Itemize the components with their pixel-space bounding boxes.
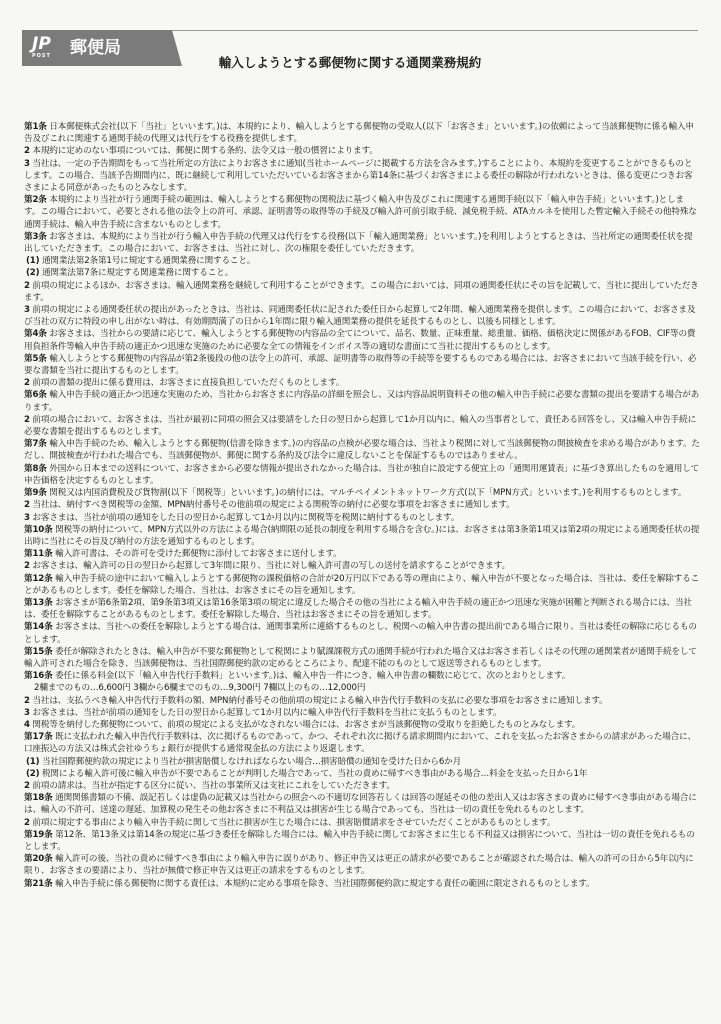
clause-paragraph	[24, 377, 700, 389]
jp-post-logo-icon	[32, 36, 64, 60]
clause-paragraph	[24, 353, 700, 377]
clause-text: 2欄までのもの…6,600円 3欄から6欄までのもの…9,300円 7欄以上のもの…12,000円	[34, 683, 366, 694]
clause-text: 通関関係書類の不備、誤記若しくは虚偽の記載又は当社からの照会への不適切な回答若しくは回答の遅延その他の差出人又はお客さまの責めに帰すべき事由がある場合には、輸入の不許可、送達の遅延、加算税の発生その他お客さまに不利益又は損害が生じる場合であっても、当社は一切の責任を免れるものとします。	[24, 793, 697, 816]
clause-number: 第14条	[24, 622, 53, 633]
clause-text: 通関業法第2条第1号に規定する通関業務に関すること。	[39, 256, 256, 267]
clause-text: お客さまは、当社が前項の通知をした日の翌日から起算して1か月以内に関税等を税関に納付するものとします。	[29, 512, 460, 523]
clause-number: 第7条	[24, 439, 47, 450]
logo-mark-text: JP	[32, 34, 51, 54]
clause-number: (1)	[26, 756, 40, 767]
clause-paragraph	[24, 280, 700, 304]
clause-paragraph	[24, 707, 700, 719]
clause-paragraph	[24, 524, 700, 548]
document-body	[24, 121, 700, 890]
clause-paragraph	[24, 682, 700, 694]
clause-paragraph	[24, 646, 700, 670]
clause-number: 2	[24, 780, 30, 791]
clause-text: 税関による輸入許可後に輸入申告が不要であることが判明した場合であって、当社の責めに帰すべき事由がある場合…料金を支払った日から1年	[39, 768, 588, 779]
clause-text: 関税等の納付について、MPN方式以外の方法による場合(納期限の延長の制度を利用する場合を含む。)には、お客さまは第3条第1項又は第2項の規定による通関委任状の提出時に当社にその旨及び納付の方法を通知するものとします。	[24, 524, 700, 547]
clause-paragraph	[24, 487, 700, 499]
clause-number: 2	[24, 146, 30, 157]
clause-text: 輸入申告手続のため、輸入しようとする郵便物(信書を除きます。)の内容品の点検が必要な場合は、当社より税関に対して当該郵便物の開披検査を求める場合があります。ただし、開披検査が行われた場合でも、当該郵便物が、郵便に関する条約及び法令に違反しないことを保証するものではありません。	[24, 439, 700, 462]
clause-number: 第4条	[24, 329, 47, 340]
clause-number: 2	[24, 500, 30, 511]
clause-paragraph	[24, 548, 700, 560]
clause-text: 当社は、支払うべき輸入申告代行手数料の額、MPN納付番号その他前項の規定による輸入申告代行手数料の支払に必要な事項をお客さまに通知します。	[29, 695, 608, 706]
clause-paragraph	[24, 512, 700, 524]
clause-text: 前項の規定によるほか、お客さまは、輸入通関業務を継続して利用することができます。この場合においては、同項の通関委任状にその旨を記載して、当社に提出していただきます。	[24, 280, 699, 303]
clause-number: 第21条	[24, 878, 53, 889]
clause-text: 第12条、第13条又は第14条の規定に基づき委任を解除した場合には、輸入申告手続に関してお客さまに生じる不利益又は損害について、当社は一切の責任を免れるものとします。	[24, 829, 695, 852]
clause-text: 輸入申告手続の途中において輸入しようとする郵便物の課税価格の合計が20万円以下である等の理由により、輸入申告が不要となった場合は、当社は、委任を解除することがあるものとします。委任を解除した場合、当社は、お客さまにその旨を通知します。	[24, 573, 700, 596]
clause-paragraph	[24, 853, 700, 877]
clause-number: 第2条	[24, 195, 47, 206]
clause-paragraph	[24, 389, 700, 413]
clause-number: 第19条	[24, 829, 53, 840]
clause-text: 関税又は内国消費税及び貨物割(以下「関税等」といいます。)の納付には、マルチペイメントネットワーク方式(以下「MPN方式」といいます。)を利用するものとします。	[46, 488, 687, 499]
clause-paragraph	[24, 731, 700, 755]
clause-text: 外国から日本までの送料について、お客さまから必要な情報が提出されなかった場合は、当社が独自に設定する便宜上の「通関用運賃表」に基づき算出したものを適用して申告価格を決定するものとします。	[24, 463, 700, 486]
clause-number: 3	[24, 305, 30, 316]
clause-text: お客さまは、当社からの要請に応じて、輸入しようとする郵便物の内容品の全てについて、品名、数量、正味重量、総重量、価格、価格決定に関係があるFOB、CIF等の費用負担条件等輸入申告手続の適正かつ迅速な実施のために必要な全ての情報をインボイス等の適切な書面にて当社に提出するものとします。	[24, 329, 696, 352]
clause-number: 第8条	[24, 463, 47, 474]
clause-paragraph	[24, 560, 700, 572]
clause-text: 当社国際郵便約款の規定により当社が損害賠償しなければならない場合…損害賠償の通知を受けた日から6か月	[39, 756, 462, 767]
clause-number: 第18条	[24, 793, 53, 804]
clause-paragraph	[24, 438, 700, 462]
clause-number: 第3条	[24, 231, 47, 242]
clause-paragraph	[24, 792, 700, 816]
clause-text: 委任に係る料金(以下「輸入申告代行手数料」といいます。)は、輸入申告一件につき、輸入申告書の欄数に応じて、次のとおりとします。	[52, 671, 571, 682]
clause-text: 前項の請求は、当社が指定する区分に従い、当社の事業所又は支社にこれをしていただきます。	[29, 780, 395, 791]
clause-paragraph	[24, 817, 700, 829]
clause-text: 輸入許可の後、当社の責めに帰すべき事由により輸入申告に誤りがあり、修正申告又は更正の請求が必要であることが確認された場合は、輸入の許可の日から5年以内に限り、お客さまの要請により、当社が無償で修正申告又は更正の請求をするものとします。	[24, 854, 694, 877]
clause-text: 前項の書類の提出に係る費用は、お客さまに直接負担していただくものとします。	[29, 378, 345, 389]
clause-text: 本規約に定めのない事項については、郵便に関する条約、法令又は一般の慣習によります。	[29, 146, 378, 157]
clause-number: 第5条	[24, 353, 47, 364]
clause-number: 2	[24, 695, 30, 706]
clause-paragraph	[24, 670, 700, 682]
clause-text: 輸入申告手続の適正かつ迅速な実施のため、当社からお客さまに内容品の詳細を照会し、又は内容品説明資料その他の輸入申告手続に必要な書類の提出を要請する場合があります。	[24, 390, 700, 413]
clause-paragraph	[24, 780, 700, 792]
clause-number: 3	[24, 158, 30, 169]
clause-number: 3	[24, 707, 30, 718]
clause-text: 日本郵便株式会社(以下「当社」といいます。)は、本規約により、輸入しようとする郵便物の受取人(以下「お客さま」といいます。)の依頼によって当該郵便物に係る輸入申告及びこれに関連する通関手続の代理又は代行をする役務を提供します。	[24, 122, 694, 145]
clause-number: 4	[24, 719, 30, 730]
clause-number: 第13条	[24, 597, 53, 608]
clause-text: 通関業法第7条に規定する関連業務に関すること。	[39, 268, 234, 279]
clause-text: 前項の場合において、お客さまは、当社が最初に同項の照会又は要請をした日の翌日から起算して1か月以内に、輸入の当事者として、責任ある回答をし、又は輸入申告手続に必要な書類を提出するものとします。	[24, 414, 697, 438]
clause-text: お客さまが第6条第2項、第9条第3項又は第16条第3項の規定に違反した場合その他の当社による輸入申告手続の適正かつ迅速な実施が困難と判断される場合には、当社は、委任を解除することがあるものとします。委任を解除した場合、当社はお客さまにその旨を通知します。	[24, 597, 692, 621]
clause-number: 2	[24, 280, 30, 291]
clause-number: 第6条	[24, 390, 47, 401]
logo-name: 郵便局	[70, 38, 121, 58]
clause-paragraph	[24, 621, 700, 645]
clause-text: 前項の規定による通関委任状の提出があったときは、当社は、同通関委任状に記された委任日から起算して2年間、輸入通関業務を提供します。この場合において、お客さま及び当社の双方に特段の申し出がない時は、有効期間満了の日から1年間に限り輸入通関業務の提供を延長するものとし、以後も同様とします。	[24, 305, 696, 328]
clause-text: 委任が解除されたときは、輸入申告が不要な郵便物として税関により賦課課税方式の通関手続が行われた場合又はお客さま若しくはその代理の通関業者が通関手続をして輸入許可された場合を除き、当該郵便物は、当社国際郵便約款の定めるところにより、配達不能のものとして返送等されるものとします。	[24, 646, 697, 669]
clause-paragraph	[24, 231, 700, 255]
clause-number: 第10条	[24, 524, 53, 535]
clause-number: 第12条	[24, 573, 53, 584]
clause-number: 2	[24, 817, 30, 828]
clause-number: 第20条	[24, 854, 53, 865]
clause-number: (2)	[26, 768, 40, 779]
clause-text: 本規約により当社が行う通関手続の範囲は、輸入しようとする郵便物の関税法に基づく輸入申告及びこれに関連する通関手続(以下「輸入申告手続」といいます。)とします。この場合において、必要とされる他の法令上の許可、承認、証明書等の取得等の手続及び輸入許可前引取手続、減免税手続、ATAカルネを使用した暫定輸入手続その他特殊な通関手続は、輸入申告手続に含まないものとします。	[24, 195, 697, 230]
clause-text: お客さまは、当社への委任を解除しようとする場合は、通関事業所に連絡するものとし、税関への輸入申告書の提出前である場合に限り、当社は委任の解除に応じるものとします。	[24, 622, 697, 645]
clause-paragraph	[24, 829, 700, 853]
clause-number: 3	[24, 512, 30, 523]
clause-paragraph	[24, 414, 700, 438]
clause-text: お客さまは、本規約により当社が行う輸入申告手続の代理又は代行をする役務(以下「輸入通関業務」といいます。)を利用しようとするときは、当社所定の通関委任状を提出していただきます。この場合において、お客さまは、当社に対し、次の権限を委任していただきます。	[24, 231, 693, 255]
clause-text: 輸入許可書は、その許可を受けた郵便物に添付してお客さまに送付します。	[52, 549, 342, 560]
clause-text: 関税等を納付した郵便物について、前項の規定による支払がなされない場合には、お客さまが当該郵便物の受取りを拒絶したものとみなします。	[29, 719, 581, 730]
clause-text: 既に支払われた輸入申告代行手数料は、次に掲げるものであって、かつ、それぞれ次に掲げる請求期間内において、これを支払ったお客さまからの請求があった場合に、口座振込の方法又は株式会社ゆうちょ銀行が提供する通常現金払の方法により返還します。	[24, 732, 696, 755]
clause-number: 2	[24, 378, 30, 389]
clause-text: 輸入しようとする郵便物の内容品が第2条後段の他の法令上の許可、承認、証明書等の取得等の手続等を要するものである場合には、お客さまにおいて当該手続を行い、必要な書類を当社に提出するものとします。	[24, 353, 697, 377]
clause-text: 当社は、一定の予告期間をもって当社所定の方法によりお客さまに通知(当社ホームページに掲載する方法を含みます。)することにより、本規約を変更することができるものとします。この場合、当該予告期間内に、既に継続して利用していただいているお客さまから第14条に基づくお客さまによる委任の解除が行われないときは、係る変更につきお客さまによる同意があったものとみなします。	[24, 158, 693, 194]
clause-number: (2)	[26, 268, 40, 279]
clause-paragraph	[24, 255, 700, 267]
clause-paragraph	[24, 194, 700, 231]
clause-text: お客さまは、当社が前項の通知をした日の翌日から起算して1か月以内に輸入申告代行手数料を当社に支払うものとします。	[29, 707, 502, 718]
document-title: 輸入しようとする郵便物に関する通関業務規約	[218, 55, 482, 70]
clause-number: 2	[24, 414, 30, 425]
clause-paragraph	[24, 768, 700, 780]
clause-paragraph	[24, 756, 700, 768]
clause-text: 輸入申告手続に係る郵便物に関する責任は、本規約に定める事項を除き、当社国際郵便約款に規定する責任の範囲に限定されるものとします。	[52, 878, 595, 889]
clause-number: 第9条	[24, 488, 47, 499]
clause-text: お客さまは、輸入許可の日の翌日から起算して3年間に限り、当社に対し輸入許可書の写しの送付を請求することができます。	[29, 561, 510, 572]
clause-paragraph	[24, 719, 700, 731]
clause-text: 前項に規定する事由により輸入申告手続に関して当社に損害が生じた場合には、損害賠償請求をさせていただくことがあるものとします。	[29, 817, 556, 828]
clause-text: 当社は、納付すべき関税等の金額、MPN納付番号その他前項の規定による関税等の納付に必要な事項をお客さまに通知します。	[29, 500, 515, 511]
clause-number: 第15条	[24, 646, 53, 657]
clause-number: 第1条	[24, 122, 47, 132]
clause-paragraph	[24, 573, 700, 597]
clause-paragraph	[24, 158, 700, 195]
clause-number: (1)	[26, 256, 40, 267]
clause-number: 第11条	[24, 549, 53, 560]
clause-paragraph	[24, 597, 700, 621]
clause-paragraph	[24, 267, 700, 279]
clause-paragraph	[24, 878, 700, 890]
clause-paragraph	[24, 304, 700, 328]
clause-paragraph	[24, 499, 700, 511]
clause-paragraph	[24, 328, 700, 352]
clause-paragraph	[24, 695, 700, 707]
clause-paragraph	[24, 463, 700, 487]
clause-number: 第17条	[24, 732, 53, 743]
clause-paragraph	[24, 121, 700, 145]
clause-paragraph	[24, 145, 700, 157]
clause-number: 2	[24, 561, 30, 572]
clause-number: 第16条	[24, 671, 53, 682]
logo-sub-text: POST	[32, 53, 51, 59]
